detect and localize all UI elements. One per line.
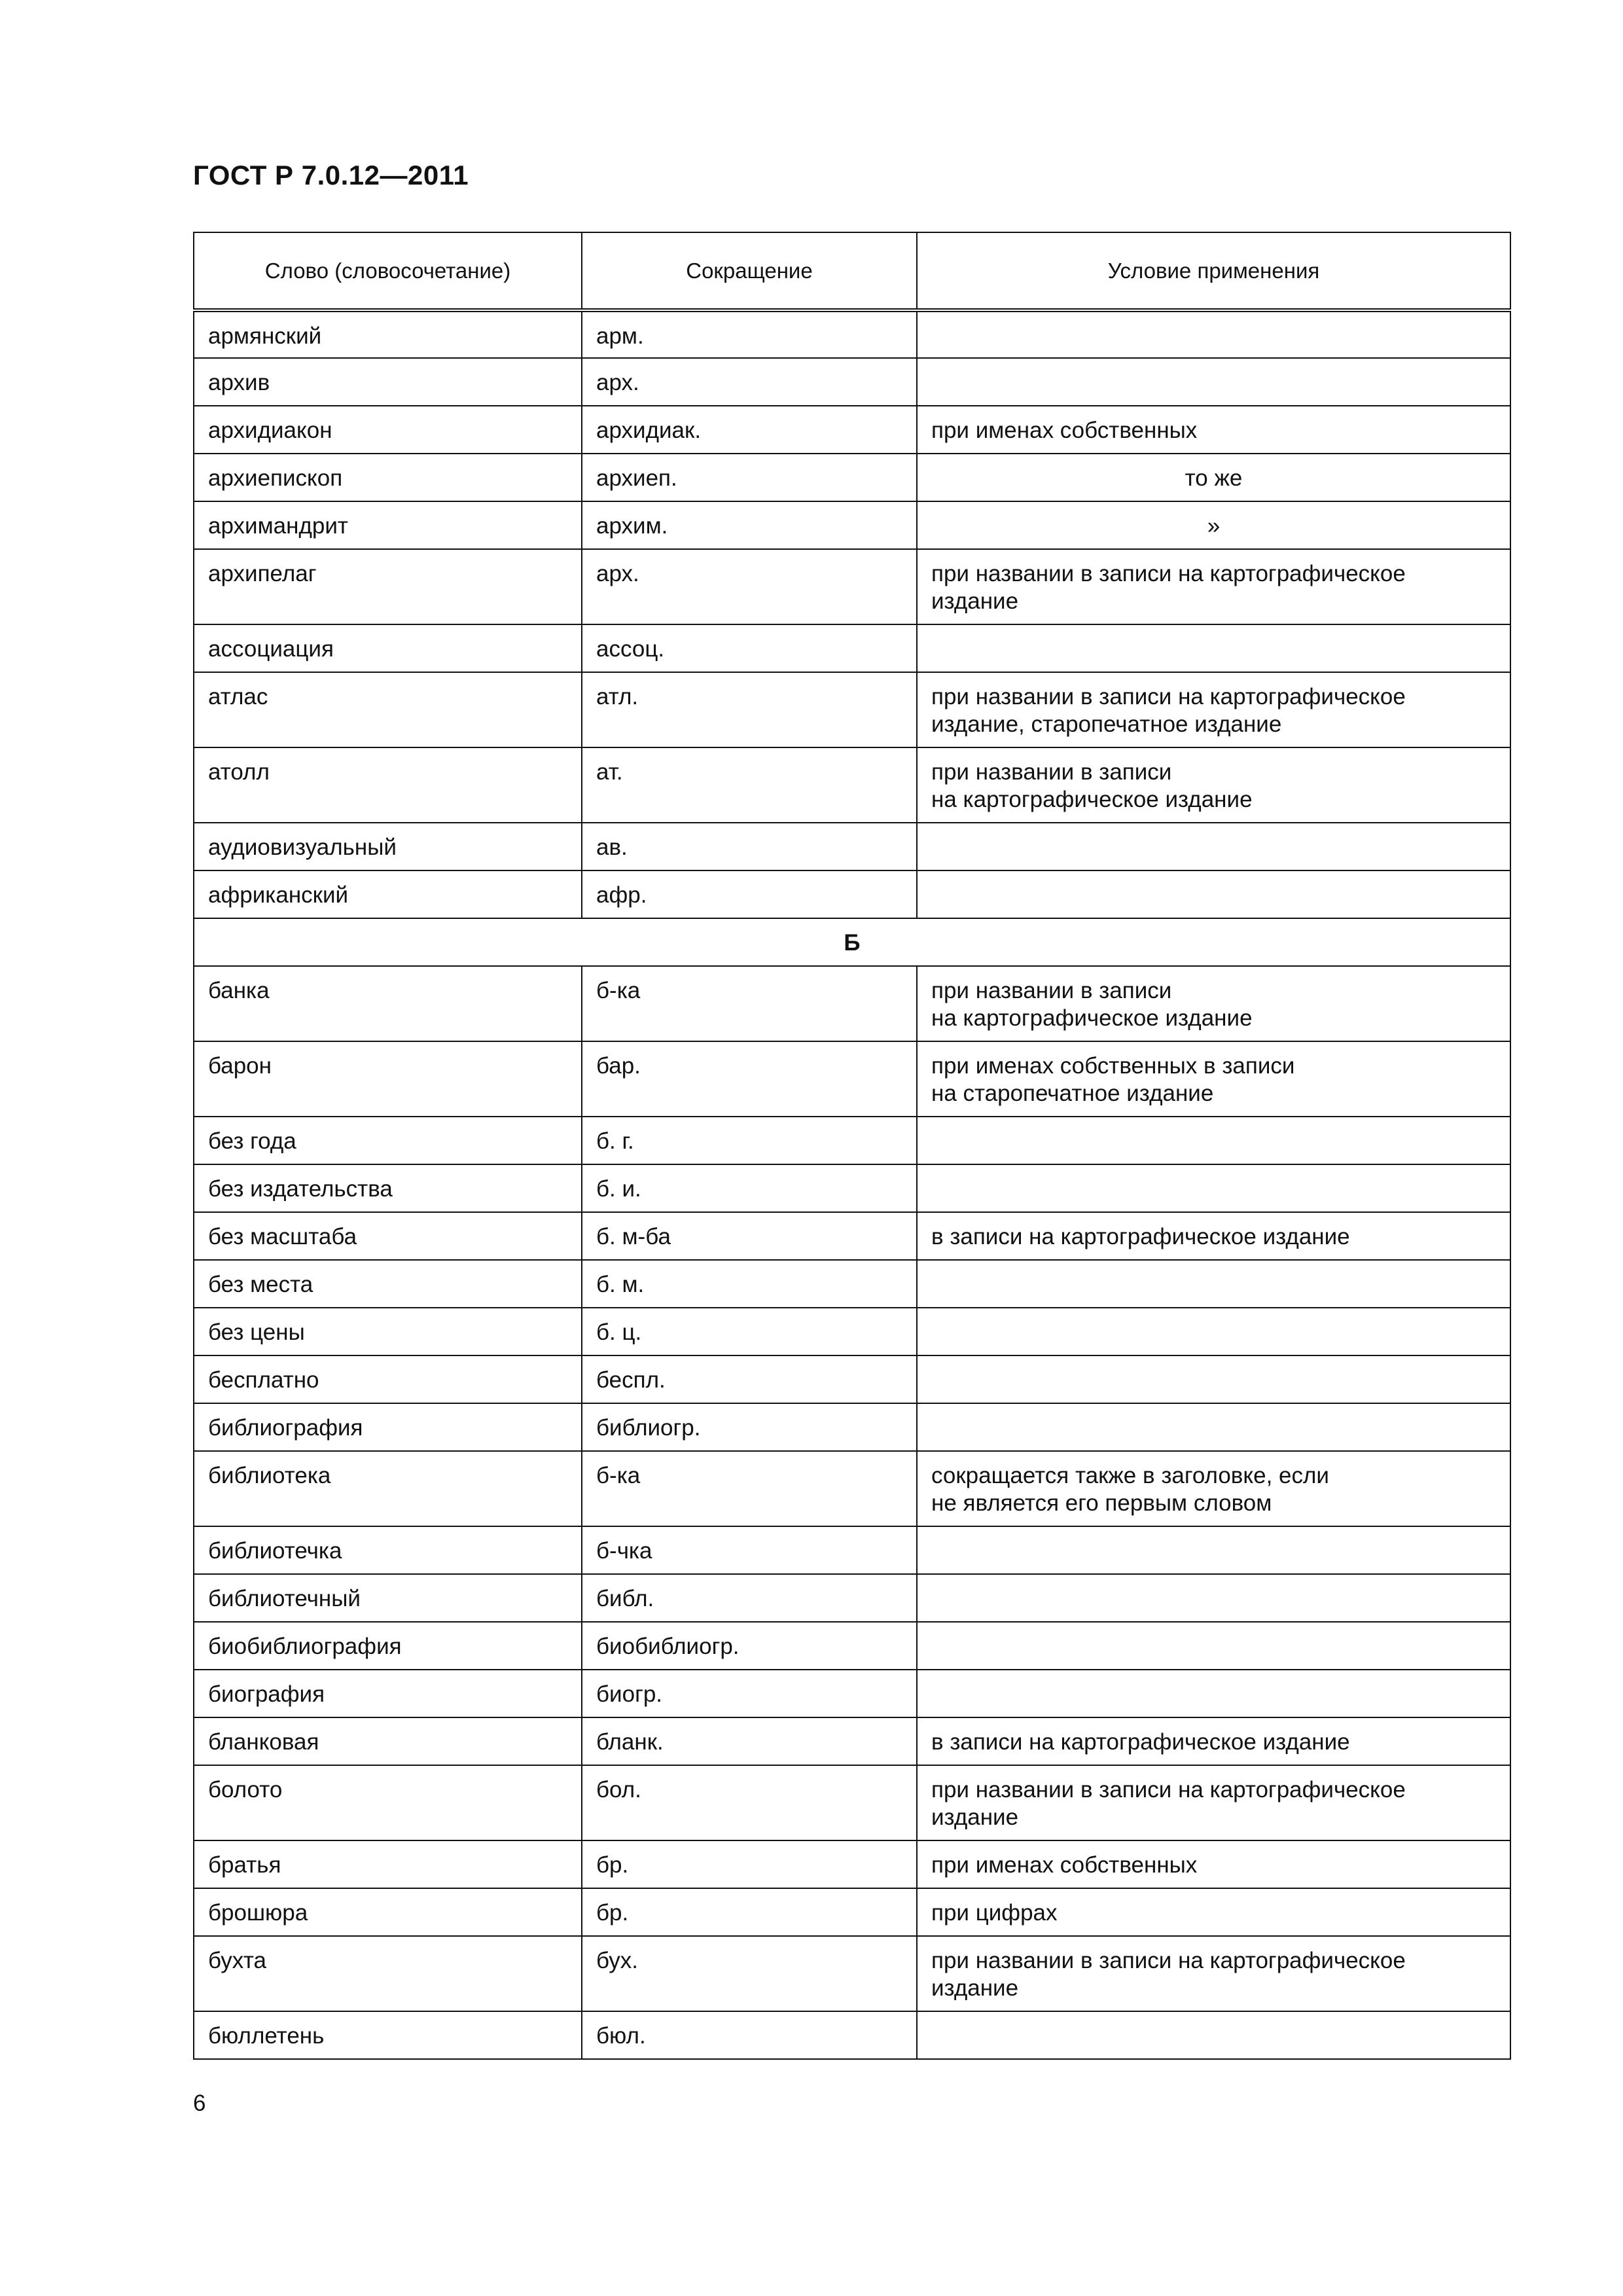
word-cell: архив bbox=[194, 358, 582, 406]
table-row bbox=[194, 870, 1510, 918]
table-row bbox=[194, 1526, 1510, 1574]
table-row bbox=[194, 1355, 1510, 1403]
table-row bbox=[194, 358, 1510, 406]
abbreviation-cell: б. м-ба bbox=[582, 1212, 917, 1260]
word-cell: барон bbox=[194, 1041, 582, 1117]
table-row bbox=[194, 1260, 1510, 1308]
condition-cell: то же bbox=[917, 454, 1510, 501]
abbreviation-cell: бланк. bbox=[582, 1717, 917, 1765]
abbreviation-cell: бр. bbox=[582, 1888, 917, 1936]
table-row bbox=[194, 823, 1510, 870]
column-header-word: Слово (словосочетание) bbox=[194, 232, 582, 310]
word-cell: без издательства bbox=[194, 1164, 582, 1212]
abbreviation-table bbox=[193, 232, 1511, 2060]
word-cell: бесплатно bbox=[194, 1355, 582, 1403]
condition-cell bbox=[917, 823, 1510, 870]
condition-cell: при названии в записи на картографическое издание bbox=[917, 1765, 1510, 1840]
abbreviation-cell: б-ка bbox=[582, 966, 917, 1041]
word-cell: банка bbox=[194, 966, 582, 1041]
table-row bbox=[194, 501, 1510, 549]
condition-cell bbox=[917, 624, 1510, 672]
section-letter: Б bbox=[194, 918, 1510, 966]
word-cell: без масштаба bbox=[194, 1212, 582, 1260]
table-row bbox=[194, 1840, 1510, 1888]
abbreviation-cell: бюл. bbox=[582, 2011, 917, 2059]
abbreviation-cell: б-ка bbox=[582, 1451, 917, 1526]
table-row bbox=[194, 1212, 1510, 1260]
abbreviation-cell: ассоц. bbox=[582, 624, 917, 672]
abbreviation-cell: архидиак. bbox=[582, 406, 917, 454]
condition-cell bbox=[917, 2011, 1510, 2059]
word-cell: аудиовизуальный bbox=[194, 823, 582, 870]
condition-cell: при названии в записи на картографическое издание, старопечатное издание bbox=[917, 672, 1510, 747]
condition-cell: сокращается также в заголовке, если не является его первым словом bbox=[917, 1451, 1510, 1526]
table-row bbox=[194, 1574, 1510, 1622]
word-cell: бюллетень bbox=[194, 2011, 582, 2059]
abbreviation-cell: б. м. bbox=[582, 1260, 917, 1308]
table-row bbox=[194, 966, 1510, 1041]
table-row bbox=[194, 747, 1510, 823]
table-row bbox=[194, 1936, 1510, 2011]
word-cell: бланковая bbox=[194, 1717, 582, 1765]
table-row bbox=[194, 1765, 1510, 1840]
condition-cell bbox=[917, 1260, 1510, 1308]
table-row bbox=[194, 2011, 1510, 2059]
table-row bbox=[194, 1041, 1510, 1117]
abbreviation-cell: ав. bbox=[582, 823, 917, 870]
table-row bbox=[194, 406, 1510, 454]
abbreviation-cell: архиеп. bbox=[582, 454, 917, 501]
abbreviation-cell: библиогр. bbox=[582, 1403, 917, 1451]
word-cell: братья bbox=[194, 1840, 582, 1888]
table-header-row bbox=[194, 232, 1510, 310]
table-row bbox=[194, 1622, 1510, 1670]
abbreviation-cell: афр. bbox=[582, 870, 917, 918]
section-header-row bbox=[194, 918, 1510, 966]
word-cell: атлас bbox=[194, 672, 582, 747]
table-row bbox=[194, 310, 1510, 358]
table-row bbox=[194, 1117, 1510, 1164]
table-row bbox=[194, 1164, 1510, 1212]
condition-cell: при именах собственных bbox=[917, 406, 1510, 454]
word-cell: архиепископ bbox=[194, 454, 582, 501]
word-cell: библиотечка bbox=[194, 1526, 582, 1574]
condition-cell bbox=[917, 310, 1510, 358]
abbreviation-cell: бр. bbox=[582, 1840, 917, 1888]
document-title: ГОСТ Р 7.0.12—2011 bbox=[193, 160, 469, 190]
condition-cell bbox=[917, 1164, 1510, 1212]
word-cell: биография bbox=[194, 1670, 582, 1717]
table-row bbox=[194, 1451, 1510, 1526]
column-header-abbreviation: Сокращение bbox=[582, 232, 917, 310]
condition-cell: при названии в записи на картографическое издание bbox=[917, 1936, 1510, 2011]
condition-cell bbox=[917, 1403, 1510, 1451]
condition-cell bbox=[917, 870, 1510, 918]
word-cell: без цены bbox=[194, 1308, 582, 1355]
abbreviation-cell: биогр. bbox=[582, 1670, 917, 1717]
table-row bbox=[194, 454, 1510, 501]
abbreviation-cell: б-чка bbox=[582, 1526, 917, 1574]
table-row bbox=[194, 1717, 1510, 1765]
table-body bbox=[194, 232, 1510, 2059]
word-cell: без года bbox=[194, 1117, 582, 1164]
word-cell: архидиакон bbox=[194, 406, 582, 454]
word-cell: ассоциация bbox=[194, 624, 582, 672]
abbreviation-cell: беспл. bbox=[582, 1355, 917, 1403]
condition-cell: в записи на картографическое издание bbox=[917, 1717, 1510, 1765]
word-cell: без места bbox=[194, 1260, 582, 1308]
table-row bbox=[194, 1670, 1510, 1717]
condition-cell bbox=[917, 358, 1510, 406]
abbreviation-cell: биобиблиогр. bbox=[582, 1622, 917, 1670]
word-cell: африканский bbox=[194, 870, 582, 918]
word-cell: библиография bbox=[194, 1403, 582, 1451]
condition-cell bbox=[917, 1308, 1510, 1355]
word-cell: архимандрит bbox=[194, 501, 582, 549]
condition-cell bbox=[917, 1355, 1510, 1403]
word-cell: атолл bbox=[194, 747, 582, 823]
table-row bbox=[194, 549, 1510, 624]
abbreviation-cell: арх. bbox=[582, 358, 917, 406]
table-row bbox=[194, 1403, 1510, 1451]
table-row bbox=[194, 672, 1510, 747]
condition-cell bbox=[917, 1670, 1510, 1717]
condition-cell bbox=[917, 1574, 1510, 1622]
word-cell: армянский bbox=[194, 310, 582, 358]
condition-cell: при именах собственных bbox=[917, 1840, 1510, 1888]
abbreviation-cell: библ. bbox=[582, 1574, 917, 1622]
condition-cell: при названии в записи на картографическое издание bbox=[917, 549, 1510, 624]
condition-cell: при именах собственных в записи на старопечатное издание bbox=[917, 1041, 1510, 1117]
abbreviation-cell: бар. bbox=[582, 1041, 917, 1117]
page-number: 6 bbox=[193, 2090, 206, 2116]
word-cell: болото bbox=[194, 1765, 582, 1840]
abbreviation-cell: б. г. bbox=[582, 1117, 917, 1164]
word-cell: биобиблиография bbox=[194, 1622, 582, 1670]
abbreviation-cell: б. и. bbox=[582, 1164, 917, 1212]
condition-cell bbox=[917, 1117, 1510, 1164]
condition-cell: в записи на картографическое издание bbox=[917, 1212, 1510, 1260]
column-header-condition: Условие применения bbox=[917, 232, 1510, 310]
condition-cell: при названии в записи на картографическое издание bbox=[917, 966, 1510, 1041]
word-cell: архипелаг bbox=[194, 549, 582, 624]
abbreviation-cell: арм. bbox=[582, 310, 917, 358]
word-cell: библиотека bbox=[194, 1451, 582, 1526]
abbreviation-cell: атл. bbox=[582, 672, 917, 747]
table-row bbox=[194, 1308, 1510, 1355]
condition-cell: при названии в записи на картографическое издание bbox=[917, 747, 1510, 823]
abbreviation-cell: бух. bbox=[582, 1936, 917, 2011]
word-cell: библиотечный bbox=[194, 1574, 582, 1622]
word-cell: бухта bbox=[194, 1936, 582, 2011]
condition-cell: при цифрах bbox=[917, 1888, 1510, 1936]
abbreviation-cell: бол. bbox=[582, 1765, 917, 1840]
abbreviation-cell: архим. bbox=[582, 501, 917, 549]
condition-cell bbox=[917, 1526, 1510, 1574]
word-cell: брошюра bbox=[194, 1888, 582, 1936]
condition-cell bbox=[917, 1622, 1510, 1670]
abbreviation-cell: б. ц. bbox=[582, 1308, 917, 1355]
abbreviation-cell: арх. bbox=[582, 549, 917, 624]
table-row bbox=[194, 624, 1510, 672]
abbreviation-cell: ат. bbox=[582, 747, 917, 823]
table-row bbox=[194, 1888, 1510, 1936]
condition-cell: » bbox=[917, 501, 1510, 549]
